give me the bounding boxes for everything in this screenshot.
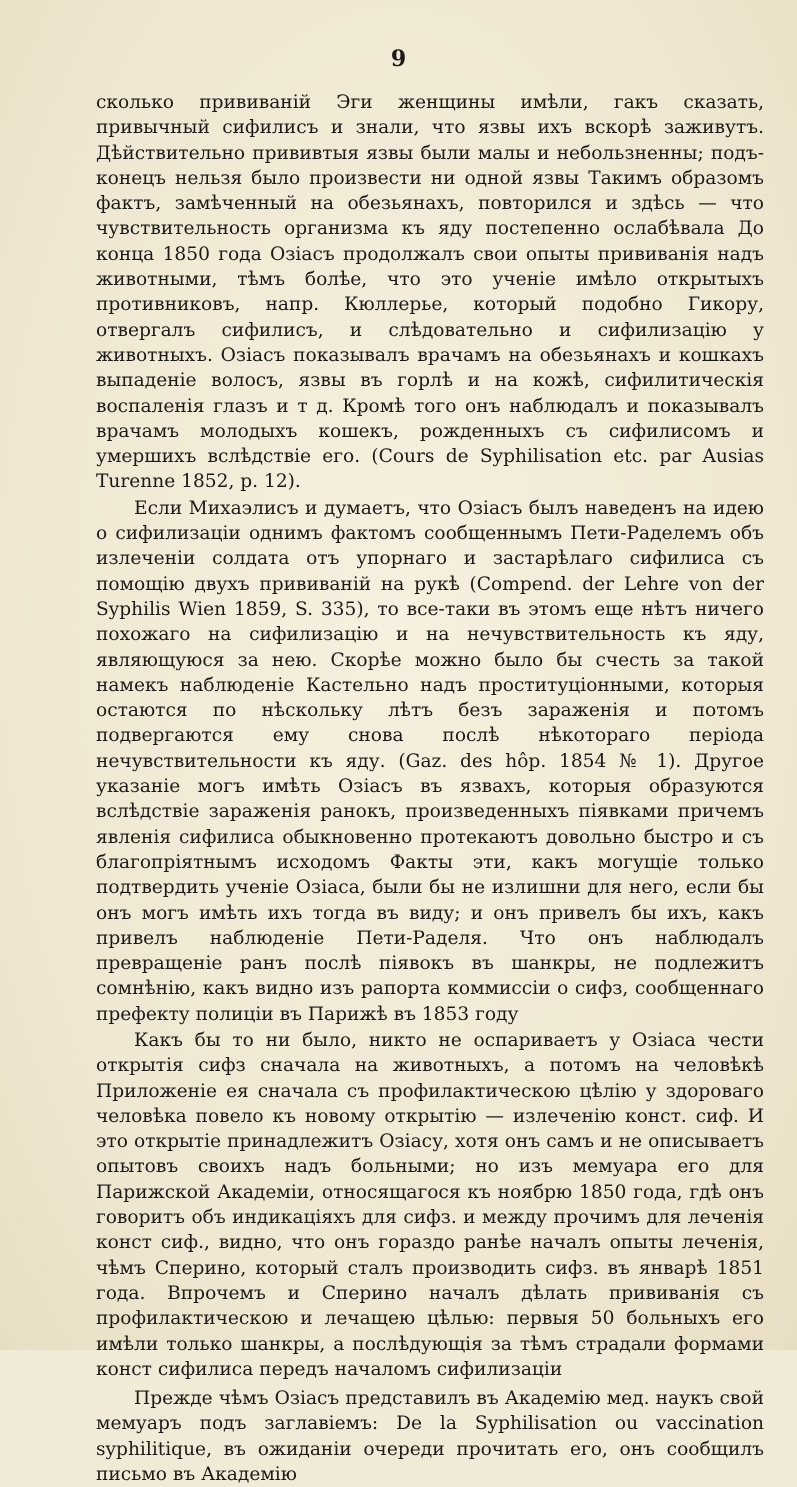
- paragraph: сколько прививаній Эги женщины имѣли, гакъ сказать, привычный сифилисъ и знали, что язвы ихъ вскорѣ заживутъ. Дѣйствительно прививтыя язвы были малы и небользненны; подъ-конецъ нельзя было произвести ни одной язвы Такимъ образомъ фактъ, замѣченный на обезьянахъ, повторился и здѣсь — что чувствительность организма къ яду постепенно ослабѣвала До конца 1850 года Озіасъ продолжалъ свои опыты прививанія надъ животными, тѣмъ болѣе, что это ученіе имѣло открытыхъ противниковъ, напр. Кюллерье, который подобно Гикору, отвергалъ сифилисъ, и слѣдовательно и сифилизацію у животныхъ. Озіасъ показывалъ врачамъ на обезьянахъ и кошкахъ выпаденіе волосъ, язвы въ горлѣ и на кожѣ, сифилитическія воспаленія глазъ и т д. Кромѣ того онъ наблюдалъ и показывалъ врачамъ молодыхъ кошекъ, рожденныхъ съ сифилисомъ и умершихъ вслѣдствіе его. (Cours de Syphilisation etc. par Ausias Turenne 1852, p. 12).: [96, 92, 764, 493]
- paragraph: Какъ бы то ни было, никто не оспариваетъ у Озіаса чести открытія сифз сначала на животныхъ, а потомъ на человѣкѣ Приложеніе ея сначала съ профилактическою цѣлію у здороваго человѣка повело къ новому открытію — излеченію конст. сиф. И это открытіе принадлежитъ Озіасу, хотя онъ самъ и не описываетъ опытовъ своихъ надъ больными; но изъ мемуара его для Парижской Академіи, относящагося къ ноябрю 1850 года, гдѣ онъ говоритъ объ индикаціяхъ для сифз. и между прочимъ для леченія конст сиф., видно, что онъ гораздо ранѣе началъ опыты леченія, чѣмъ Сперино, который сталъ производить сифз. въ январѣ 1851 года. Впрочемъ и Сперино началъ дѣлать прививанія съ профилактическою и лечащею цѣлью: первыя 50 больныхъ его имѣли только шанкры, а послѣдующія за тѣмъ страдали формами конст сифилиса передъ началомъ сифилизаціи: [96, 1029, 764, 1380]
- paragraph: Прежде чѣмъ Озіасъ представилъ въ Академію мед. наукъ свой мемуаръ подъ заглавіемъ: De la Syphilisation ou vaccination syphilitique, въ ожиданіи очереди прочитать его, онъ сообщилъ письмо въ Академію: [96, 1388, 764, 1486]
- page-number: 9: [390, 46, 407, 72]
- paragraph: Если Михаэлисъ и думаетъ, что Озіасъ былъ наведенъ на идею о сифилизаціи однимъ фактомъ сообщеннымъ Пети-Раделемъ объ излеченіи солдата отъ упорнаго и застарѣлаго сифилиса съ помощію двухъ прививаній на рукѣ (Compend. der Lehre von der Syphilis Wien 1859, S. 335), то все-таки въ этомъ еще нѣтъ ничего похожаго на сифилизацію и на нечувствительность къ яду, являющуюся за нею. Скорѣе можно было бы счесть за такой намекъ наблюденіе Кастельно надъ проституціонными, которыя остаются по нѣскольку лѣтъ безъ зараженія и потомъ подвергаются ему снова послѣ нѣкотораго періода нечувствительности къ яду. (Gaz. des hôp. 1854 № 1). Другое указаніе могъ имѣть Озіасъ въ язвахъ, которыя образуются вслѣдствіе зараженія ранокъ, произведенныхъ піявками причемъ явленія сифилиса обыкновенно протекаютъ довольно быстро и съ благопріятнымъ исходомъ Факты эти, какъ могущіе только подтвердить ученіе Озіаса, были бы не излишни для него, если бы онъ могъ имѣть ихъ тогда въ виду; и онъ привелъ бы ихъ, какъ привелъ наблюденіе Пети-Раделя. Что онъ наблюдалъ превращеніе ранъ послѣ піявокъ въ шанкры, не подлежитъ сомнѣнію, какъ видно изъ рапорта коммиссіи о сифз, сообщеннаго префекту полиціи въ Парижѣ въ 1853 году: [96, 497, 764, 1025]
- body-text: [96, 90, 764, 1487]
